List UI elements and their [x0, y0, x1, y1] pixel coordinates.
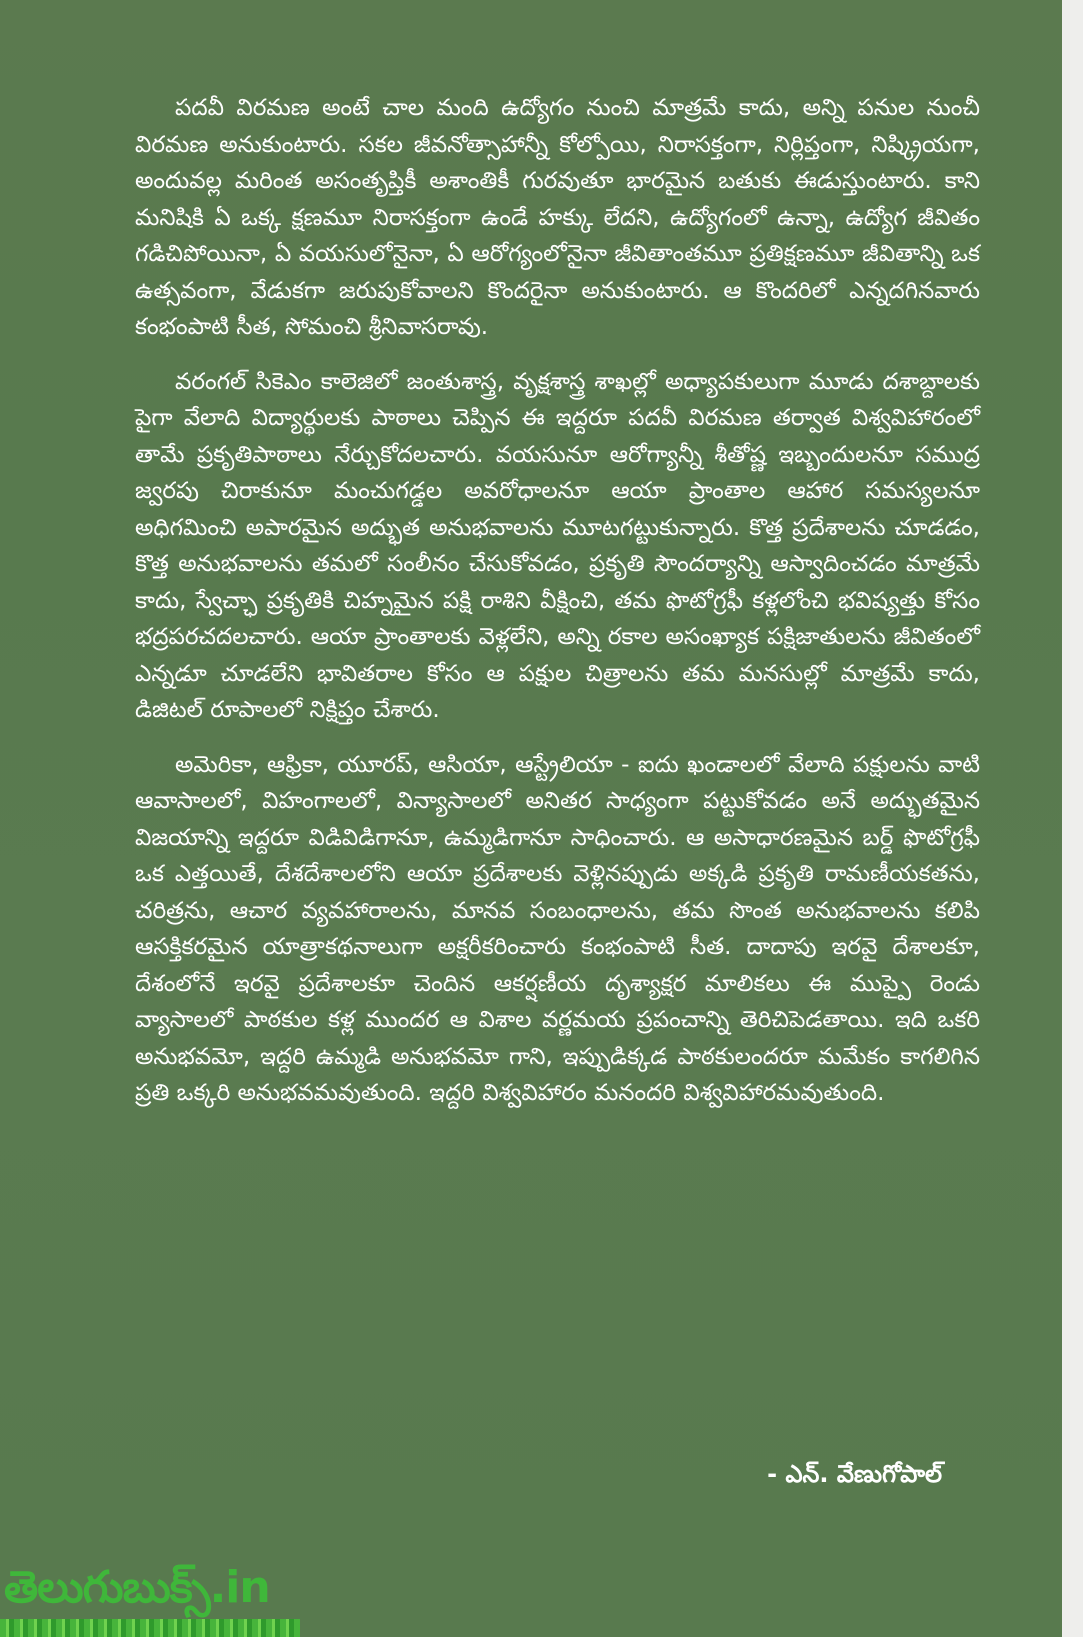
page-edge: [1062, 0, 1083, 1637]
grass-decoration: [0, 1619, 300, 1637]
blurb-text: [135, 90, 980, 1130]
paragraph-1: పదవీ విరమణ అంటే చాల మంది ఉద్యోగం నుంచి మాత్రమే కాదు, అన్ని పనుల నుంచీ విరమణ అనుకుంటారు. సకల జీవనోత్సాహాన్నీ కోల్పోయి, నిరాసక్తంగా, నిర్లిప్తంగా, నిష్క్రియగా, అందువల్ల మరింత అసంతృప్తికీ అశాంతికీ గురవుతూ భారమైన బతుకు ఈడుస్తుంటారు. కాని మనిషికి ఏ ఒక్క క్షణమూ నిరాసక్తంగా ఉండే హక్కు లేదని, ఉద్యోగంలో ఉన్నా, ఉద్యోగ జీవితం గడిచిపోయినా, ఏ వయసులోనైనా, ఏ ఆరోగ్యంలోనైనా జీవితాంతమూ ప్రతిక్షణమూ జీవితాన్ని ఒక ఉత్సవంగా, వేడుకగా జరుపుకోవాలని కొందరైనా అనుకుంటారు. ఆ కొందరిలో ఎన్నదగినవారు కంభంపాటి సీత, సోమంచి శ్రీనివాసరావు.: [135, 95, 980, 340]
paragraph-2: వరంగల్ సికెఎం కాలెజిలో జంతుశాస్త్ర, వృక్షశాస్త్ర శాఖల్లో అధ్యాపకులుగా మూడు దశాబ్దాలకు పైగా వేలాది విద్యార్థులకు పాఠాలు చెప్పిన ఈ ఇద్దరూ పదవీ విరమణ తర్వాత విశ్వవిహారంలో తామే ప్రకృతిపాఠాలు నేర్చుకోదలచారు. వయసునూ ఆరోగ్యాన్నీ శీతోష్ణ ఇబ్బందులనూ సముద్ర జ్వరపు చిరాకునూ మంచుగడ్డల అవరోధాలనూ ఆయా ప్రాంతాల ఆహార సమస్యలనూ అధిగమించి అపారమైన అద్భుత అనుభవాలను మూటగట్టుకున్నారు. కొత్త ప్రదేశాలను చూడడం, కొత్త అనుభవాలను తమలో సంలీనం చేసుకోవడం, ప్రకృతి సౌందర్యాన్ని ఆస్వాదించడం మాత్రమే కాదు, స్వేచ్ఛా ప్రకృతికి చిహ్నమైన పక్షి రాశిని వీక్షించి, తమ ఫొటోగ్రఫీ కళ్లలోంచి భవిష్యత్తు కోసం భద్రపరచదలచారు. ఆయా ప్రాంతాలకు వెళ్లలేని, అన్ని రకాల అసంఖ్యాక పక్షిజాతులను జీవితంలో ఎన్నడూ చూడలేని భావితరాల కోసం ఆ పక్షుల చిత్రాలను తమ మనసుల్లో మాత్రమే కాదు, డిజిటల్ రూపాలలో నిక్షిప్తం చేశారు.: [135, 368, 980, 723]
site-watermark: తెలుగుబుక్స్.in: [4, 1562, 270, 1613]
author-signature: - ఎన్. వేణుగోపాల్: [767, 1460, 942, 1488]
paragraph-3: అమెరికా, ఆఫ్రికా, యూరప్, ఆసియా, ఆస్ట్రేలియా - ఐదు ఖండాలలో వేలాది పక్షులను వాటి ఆవాసాలలో, విహంగాలలో, విన్యాసాలలో అనితర సాధ్యంగా పట్టుకోవడం అనే అద్భుతమైన విజయాన్ని ఇద్దరూ విడివిడిగానూ, ఉమ్మడిగానూ సాధించారు. ఆ అసాధారణమైన బర్డ్ ఫొటోగ్రఫీ ఒక ఎత్తయితే, దేశదేశాలలోని ఆయా ప్రదేశాలకు వెళ్లినప్పుడు అక్కడి ప్రకృతి రామణీయకతను, చరిత్రను, ఆచార వ్యవహారాలను, మానవ సంబంధాలను, తమ సొంత అనుభవాలను కలిపి ఆసక్తికరమైన యాత్రాకథనాలుగా అక్షరీకరించారు కంభంపాటి సీత. దాదాపు ఇరవై దేశాలకూ, దేశంలోనే ఇరవై ప్రదేశాలకూ చెందిన ఆకర్షణీయ దృశ్యాక్షర మాలికలు ఈ ముప్పై రెండు వ్యాసాలలో పాఠకుల కళ్ల ముందర ఆ విశాల వర్ణమయ ప్రపంచాన్ని తెరిచిపెడతాయి. ఇది ఒకరి అనుభవమో, ఇద్దరి ఉమ్మడి అనుభవమో గాని, ఇప్పుడిక్కడ పాఠకులందరూ మమేకం కాగలిగిన ప్రతి ఒక్కరి అనుభవమవుతుంది. ఇద్దరి విశ్వవిహారం మనందరి విశ్వవిహారమవుతుంది.: [135, 751, 980, 1106]
